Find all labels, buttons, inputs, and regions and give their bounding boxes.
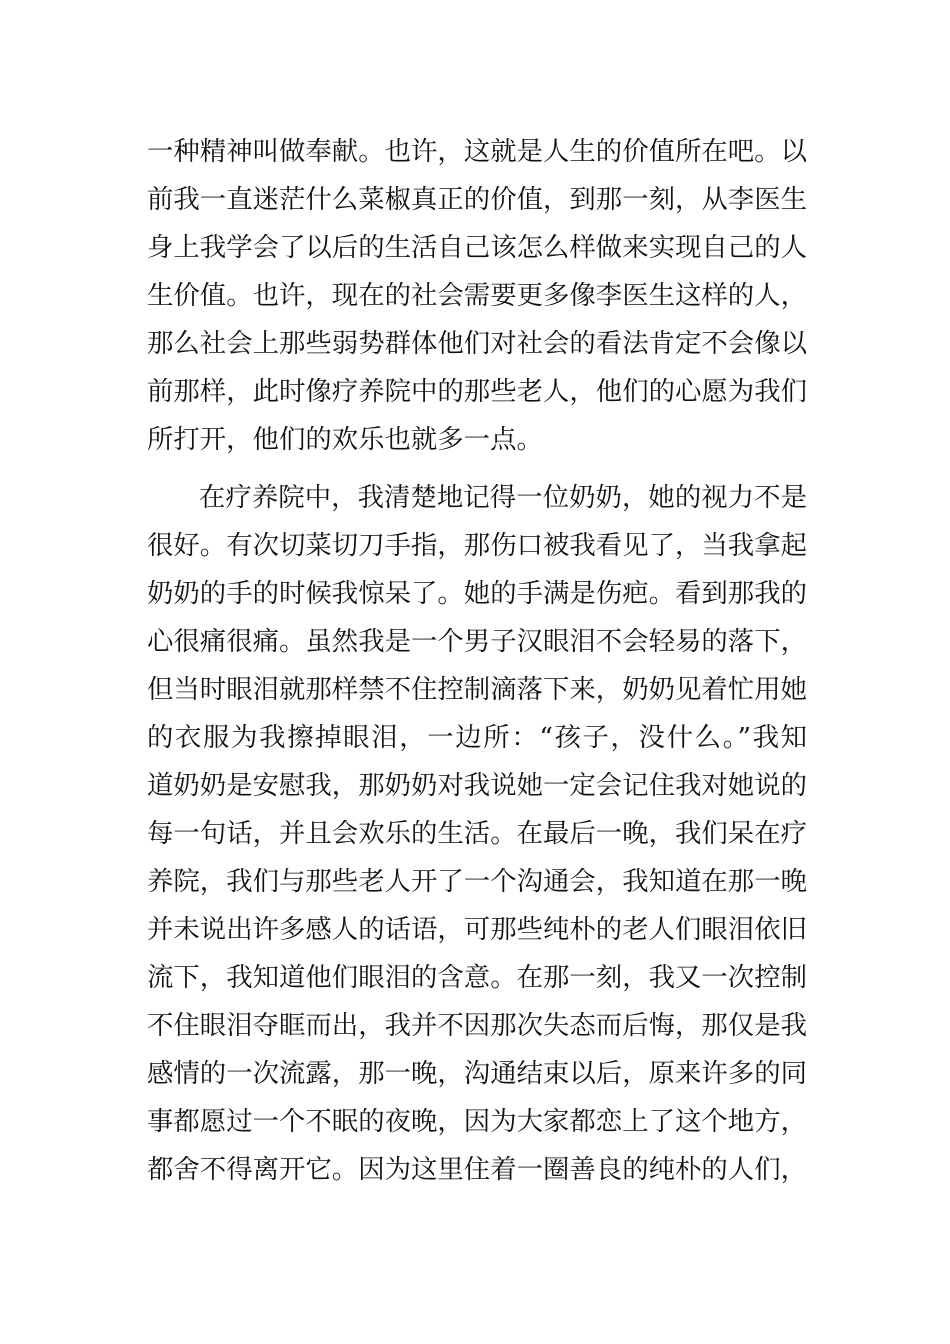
- text-line: 道奶奶是安慰我，那奶奶对我说她一定会记住我对她说的: [147, 770, 807, 801]
- text-line: 心很痛很痛。虽然我是一个男子汉眼泪不会轻易的落下，: [147, 626, 807, 657]
- text-line: 事都愿过一个不眠的夜晚，因为大家都恋上了这个地方，: [147, 1106, 807, 1137]
- text-line: 身上我学会了以后的生活自己该怎么样做来实现自己的人: [147, 232, 807, 263]
- text-line: 很好。有次切菜切刀手指，那伤口被我看见了，当我拿起: [147, 530, 807, 561]
- text-line: 但当时眼泪就那样禁不住控制滴落下来，奶奶见着忙用她: [147, 674, 807, 705]
- text-line: 流下，我知道他们眼泪的含意。在那一刻，我又一次控制: [147, 962, 807, 993]
- text-line: 不住眼泪夺眶而出，我并不因那次失态而后悔，那仅是我: [147, 1010, 807, 1041]
- text-line: 前我一直迷茫什么菜椒真正的价值，到那一刻，从李医生: [147, 184, 807, 215]
- text-line: 养院，我们与那些老人开了一个沟通会，我知道在那一晚: [147, 866, 807, 897]
- text-line: 都舍不得离开它。因为这里住着一圈善良的纯朴的人们，: [147, 1154, 807, 1185]
- text-line: 所打开，他们的欢乐也就多一点。: [147, 424, 543, 455]
- text-line: 在疗养院中，我清楚地记得一位奶奶，她的视力不是: [199, 482, 807, 513]
- text-line: 每一句话，并且会欢乐的生活。在最后一晚，我们呆在疗: [147, 818, 807, 849]
- text-line: 那么社会上那些弱势群体他们对社会的看法肯定不会像以: [147, 328, 807, 359]
- text-line: 生价值。也许，现在的社会需要更多像李医生这样的人，: [147, 280, 807, 311]
- text-line: 一种精神叫做奉献。也许，这就是人生的价值所在吧。以: [147, 136, 807, 167]
- text-line: 感情的一次流露，那一晚，沟通结束以后，原来许多的同: [147, 1058, 807, 1089]
- text-line: 并未说出许多感人的话语，可那些纯朴的老人们眼泪依旧: [147, 914, 807, 945]
- text-line: 奶奶的手的时候我惊呆了。她的手满是伤疤。看到那我的: [147, 578, 807, 609]
- text-line: 的衣服为我擦掉眼泪，一边所：“孩子，没什么。”我知: [147, 722, 807, 753]
- text-line: 前那样，此时像疗养院中的那些老人，他们的心愿为我们: [147, 376, 807, 407]
